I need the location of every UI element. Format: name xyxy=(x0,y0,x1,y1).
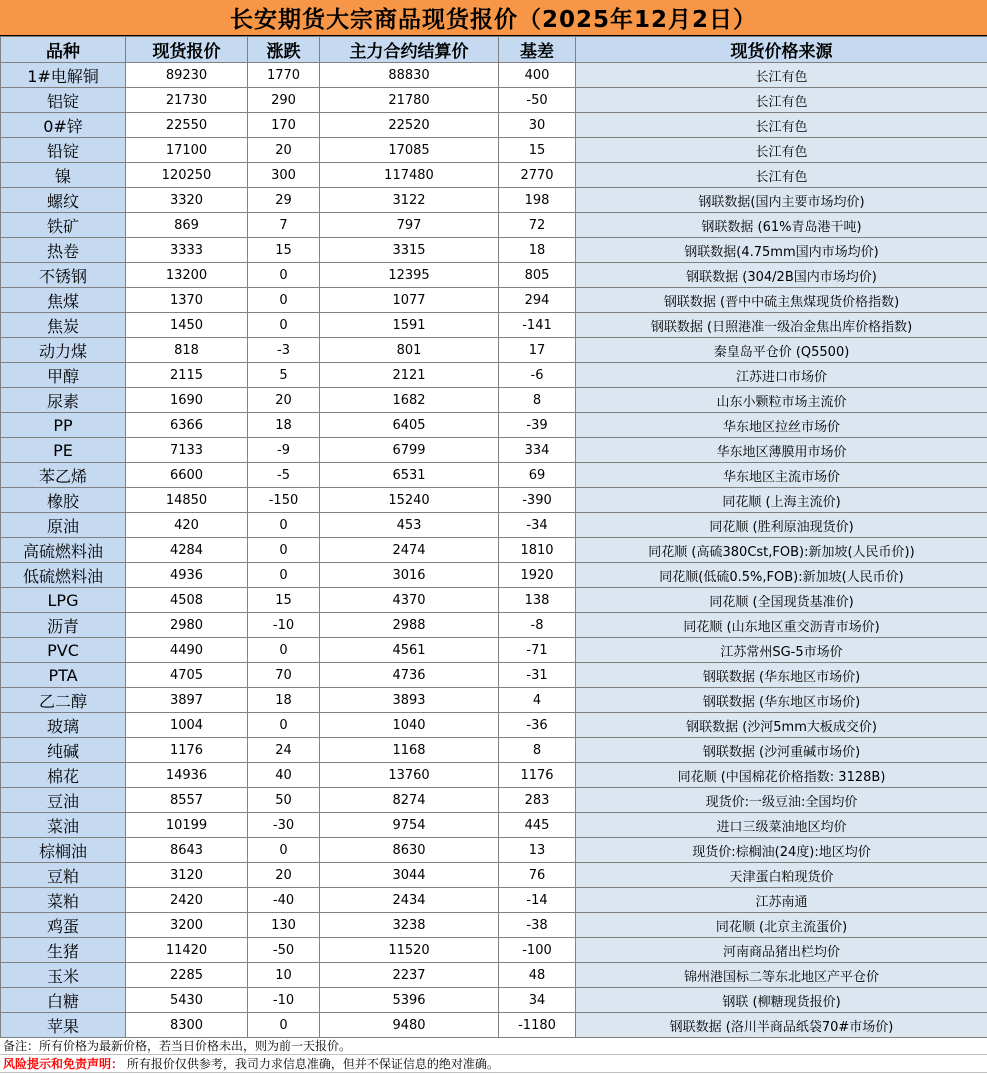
table-row xyxy=(1,688,987,713)
source-cell: 钢联数据 (沙河重碱市场价) xyxy=(576,738,987,763)
basis-cell: -38 xyxy=(499,913,576,938)
variety-cell: 生猪 xyxy=(1,938,126,963)
variety-cell: 不锈钢 xyxy=(1,263,126,288)
source-cell: 锦州港国标二等东北地区产平仓价 xyxy=(576,963,987,988)
basis-cell: 138 xyxy=(499,588,576,613)
variety-cell: 橡胶 xyxy=(1,488,126,513)
variety-cell: 苯乙烯 xyxy=(1,463,126,488)
source-cell: 钢联数据 (晋中中硫主焦煤现货价格指数) xyxy=(576,288,987,313)
change-cell: 130 xyxy=(248,913,320,938)
settlement-cell: 2474 xyxy=(320,538,499,563)
basis-cell: -50 xyxy=(499,88,576,113)
basis-cell: -100 xyxy=(499,938,576,963)
variety-cell: LPG xyxy=(1,588,126,613)
table-row xyxy=(1,938,987,963)
spot-price-cell: 420 xyxy=(126,513,248,538)
basis-cell: 18 xyxy=(499,238,576,263)
table-row xyxy=(1,213,987,238)
source-cell: 钢联数据 (华东地区市场价) xyxy=(576,688,987,713)
source-cell: 华东地区拉丝市场价 xyxy=(576,413,987,438)
basis-cell: -6 xyxy=(499,363,576,388)
source-cell: 江苏常州SG-5市场价 xyxy=(576,638,987,663)
spot-price-cell: 10199 xyxy=(126,813,248,838)
spot-price-cell: 3320 xyxy=(126,188,248,213)
settlement-cell: 4736 xyxy=(320,663,499,688)
settlement-cell: 22520 xyxy=(320,113,499,138)
spot-price-cell: 1004 xyxy=(126,713,248,738)
settlement-cell: 801 xyxy=(320,338,499,363)
variety-cell: 热卷 xyxy=(1,238,126,263)
change-cell: 18 xyxy=(248,413,320,438)
source-cell: 秦皇岛平仓价 (Q5500) xyxy=(576,338,987,363)
table-row xyxy=(1,88,987,113)
change-cell: 20 xyxy=(248,388,320,413)
source-cell: 华东地区薄膜用市场价 xyxy=(576,438,987,463)
variety-cell: 1#电解铜 xyxy=(1,63,126,88)
variety-cell: 棕榈油 xyxy=(1,838,126,863)
table-body xyxy=(1,63,987,1038)
settlement-cell: 3893 xyxy=(320,688,499,713)
source-cell: 钢联 (柳糖现货报价) xyxy=(576,988,987,1013)
variety-cell: 菜粕 xyxy=(1,888,126,913)
source-cell: 现货价:一级豆油:全国均价 xyxy=(576,788,987,813)
table-row xyxy=(1,788,987,813)
basis-cell: -1180 xyxy=(499,1013,576,1038)
variety-cell: 尿素 xyxy=(1,388,126,413)
basis-cell: 30 xyxy=(499,113,576,138)
source-cell: 同花顺 (全国现货基准价) xyxy=(576,588,987,613)
header-basis: 基差 xyxy=(499,37,576,63)
source-cell: 江苏进口市场价 xyxy=(576,363,987,388)
spot-price-cell: 13200 xyxy=(126,263,248,288)
change-cell: 0 xyxy=(248,288,320,313)
change-cell: 170 xyxy=(248,113,320,138)
change-cell: 20 xyxy=(248,863,320,888)
spot-price-cell: 4936 xyxy=(126,563,248,588)
spot-price-cell: 2285 xyxy=(126,963,248,988)
source-cell: 长江有色 xyxy=(576,138,987,163)
spot-price-cell: 4705 xyxy=(126,663,248,688)
settlement-cell: 1591 xyxy=(320,313,499,338)
header-settlement: 主力合约结算价 xyxy=(320,37,499,63)
source-cell: 长江有色 xyxy=(576,63,987,88)
variety-cell: 玉米 xyxy=(1,963,126,988)
basis-cell: 1176 xyxy=(499,763,576,788)
basis-cell: 34 xyxy=(499,988,576,1013)
table-row xyxy=(1,63,987,88)
basis-cell: 1810 xyxy=(499,538,576,563)
spot-price-cell: 8300 xyxy=(126,1013,248,1038)
variety-cell: 原油 xyxy=(1,513,126,538)
source-cell: 同花顺(低硫0.5%,FOB):新加坡(人民币价) xyxy=(576,563,987,588)
variety-cell: 玻璃 xyxy=(1,713,126,738)
spot-price-cell: 5430 xyxy=(126,988,248,1013)
basis-cell: 13 xyxy=(499,838,576,863)
table-row xyxy=(1,488,987,513)
variety-cell: 焦煤 xyxy=(1,288,126,313)
spot-price-cell: 2980 xyxy=(126,613,248,638)
source-cell: 钢联数据 (洛川半商品纸袋70#市场价) xyxy=(576,1013,987,1038)
settlement-cell: 1682 xyxy=(320,388,499,413)
source-cell: 华东地区主流市场价 xyxy=(576,463,987,488)
basis-cell: -141 xyxy=(499,313,576,338)
spot-price-cell: 8643 xyxy=(126,838,248,863)
table-row xyxy=(1,763,987,788)
change-cell: 0 xyxy=(248,713,320,738)
basis-cell: -71 xyxy=(499,638,576,663)
table-row xyxy=(1,813,987,838)
spot-price-cell: 1370 xyxy=(126,288,248,313)
settlement-cell: 88830 xyxy=(320,63,499,88)
change-cell: 29 xyxy=(248,188,320,213)
basis-cell: 445 xyxy=(499,813,576,838)
source-cell: 同花顺 (胜利原油现货价) xyxy=(576,513,987,538)
spot-price-cell: 3333 xyxy=(126,238,248,263)
table-row xyxy=(1,288,987,313)
basis-cell: 1920 xyxy=(499,563,576,588)
basis-cell: -14 xyxy=(499,888,576,913)
source-cell: 同花顺 (高硫380Cst,FOB):新加坡(人民币价)) xyxy=(576,538,987,563)
source-cell: 钢联数据(4.75mm国内市场均价) xyxy=(576,238,987,263)
remark-note xyxy=(0,1037,987,1055)
header-change: 涨跌 xyxy=(248,37,320,63)
change-cell: 0 xyxy=(248,538,320,563)
table-row xyxy=(1,413,987,438)
variety-cell: 沥青 xyxy=(1,613,126,638)
settlement-cell: 6531 xyxy=(320,463,499,488)
table-row xyxy=(1,913,987,938)
variety-cell: 低硫燃料油 xyxy=(1,563,126,588)
change-cell: 0 xyxy=(248,638,320,663)
table-row xyxy=(1,588,987,613)
basis-cell: 17 xyxy=(499,338,576,363)
table-row xyxy=(1,138,987,163)
spot-price-cell: 2420 xyxy=(126,888,248,913)
basis-cell: 283 xyxy=(499,788,576,813)
table-row xyxy=(1,363,987,388)
source-cell: 天津蛋白粕现货价 xyxy=(576,863,987,888)
spot-price-cell: 120250 xyxy=(126,163,248,188)
change-cell: -40 xyxy=(248,888,320,913)
variety-cell: 动力煤 xyxy=(1,338,126,363)
change-cell: 0 xyxy=(248,563,320,588)
settlement-cell: 2988 xyxy=(320,613,499,638)
settlement-cell: 17085 xyxy=(320,138,499,163)
source-cell: 进口三级菜油地区均价 xyxy=(576,813,987,838)
basis-cell: 2770 xyxy=(499,163,576,188)
change-cell: 40 xyxy=(248,763,320,788)
variety-cell: 豆油 xyxy=(1,788,126,813)
settlement-cell: 6799 xyxy=(320,438,499,463)
settlement-cell: 13760 xyxy=(320,763,499,788)
basis-cell: 4 xyxy=(499,688,576,713)
variety-cell: 鸡蛋 xyxy=(1,913,126,938)
source-cell: 长江有色 xyxy=(576,113,987,138)
change-cell: -50 xyxy=(248,938,320,963)
change-cell: 0 xyxy=(248,513,320,538)
basis-cell: 8 xyxy=(499,738,576,763)
table-row xyxy=(1,263,987,288)
variety-cell: 乙二醇 xyxy=(1,688,126,713)
variety-cell: 铝锭 xyxy=(1,88,126,113)
settlement-cell: 1077 xyxy=(320,288,499,313)
source-cell: 钢联数据(国内主要市场均价) xyxy=(576,188,987,213)
change-cell: -3 xyxy=(248,338,320,363)
spot-price-cell: 6366 xyxy=(126,413,248,438)
settlement-cell: 4370 xyxy=(320,588,499,613)
spot-price-cell: 22550 xyxy=(126,113,248,138)
table-row xyxy=(1,663,987,688)
spot-price-cell: 17100 xyxy=(126,138,248,163)
risk-label: 风险提示和免责声明： xyxy=(3,1057,124,1071)
settlement-cell: 8274 xyxy=(320,788,499,813)
basis-cell: 8 xyxy=(499,388,576,413)
source-cell: 钢联数据 (61%青岛港干吨) xyxy=(576,213,987,238)
source-cell: 现货价:棕榈油(24度):地区均价 xyxy=(576,838,987,863)
spot-price-cell: 4490 xyxy=(126,638,248,663)
variety-cell: 豆粕 xyxy=(1,863,126,888)
page-title: 长安期货大宗商品现货报价（2025年12月2日） xyxy=(0,0,987,36)
change-cell: 50 xyxy=(248,788,320,813)
change-cell: 5 xyxy=(248,363,320,388)
basis-cell: 72 xyxy=(499,213,576,238)
spot-price-cell: 3897 xyxy=(126,688,248,713)
variety-cell: 焦炭 xyxy=(1,313,126,338)
variety-cell: 苹果 xyxy=(1,1013,126,1038)
settlement-cell: 453 xyxy=(320,513,499,538)
source-cell: 钢联数据 (304/2B国内市场均价) xyxy=(576,263,987,288)
spot-price-cell: 21730 xyxy=(126,88,248,113)
table-row xyxy=(1,713,987,738)
basis-cell: 805 xyxy=(499,263,576,288)
variety-cell: 甲醇 xyxy=(1,363,126,388)
risk-text: 所有报价仅供参考，我司力求信息准确，但并不保证信息的绝对准确。 xyxy=(126,1057,499,1071)
table-row xyxy=(1,338,987,363)
settlement-cell: 2237 xyxy=(320,963,499,988)
variety-cell: PP xyxy=(1,413,126,438)
settlement-cell: 9480 xyxy=(320,1013,499,1038)
table-row xyxy=(1,738,987,763)
basis-cell: 15 xyxy=(499,138,576,163)
basis-cell: 198 xyxy=(499,188,576,213)
spot-price-cell: 11420 xyxy=(126,938,248,963)
remark-text: 备注：所有价格为最新价格，若当日价格未出，则为前一天报价。 xyxy=(3,1039,352,1053)
settlement-cell: 12395 xyxy=(320,263,499,288)
risk-disclaimer xyxy=(0,1055,987,1073)
header-source: 现货价格来源 xyxy=(576,37,987,63)
variety-cell: PE xyxy=(1,438,126,463)
settlement-cell: 6405 xyxy=(320,413,499,438)
source-cell: 同花顺 (山东地区重交沥青市场价) xyxy=(576,613,987,638)
table-row xyxy=(1,888,987,913)
basis-cell: -34 xyxy=(499,513,576,538)
table-row xyxy=(1,838,987,863)
change-cell: 18 xyxy=(248,688,320,713)
spot-price-cell: 4508 xyxy=(126,588,248,613)
header-variety: 品种 xyxy=(1,37,126,63)
table-row xyxy=(1,388,987,413)
basis-cell: 400 xyxy=(499,63,576,88)
basis-cell: 48 xyxy=(499,963,576,988)
settlement-cell: 15240 xyxy=(320,488,499,513)
settlement-cell: 2434 xyxy=(320,888,499,913)
quote-table xyxy=(0,36,987,1038)
change-cell: 0 xyxy=(248,313,320,338)
change-cell: 0 xyxy=(248,263,320,288)
source-cell: 江苏南通 xyxy=(576,888,987,913)
settlement-cell: 1168 xyxy=(320,738,499,763)
spot-price-cell: 2115 xyxy=(126,363,248,388)
spot-price-cell: 89230 xyxy=(126,63,248,88)
basis-cell: 334 xyxy=(499,438,576,463)
spot-price-cell: 3200 xyxy=(126,913,248,938)
variety-cell: PTA xyxy=(1,663,126,688)
spot-price-cell: 14936 xyxy=(126,763,248,788)
change-cell: 15 xyxy=(248,588,320,613)
table-row xyxy=(1,163,987,188)
variety-cell: 棉花 xyxy=(1,763,126,788)
table-row xyxy=(1,438,987,463)
change-cell: 0 xyxy=(248,838,320,863)
spot-price-cell: 1176 xyxy=(126,738,248,763)
settlement-cell: 9754 xyxy=(320,813,499,838)
settlement-cell: 3238 xyxy=(320,913,499,938)
table-row xyxy=(1,563,987,588)
source-cell: 同花顺 (上海主流价) xyxy=(576,488,987,513)
basis-cell: -39 xyxy=(499,413,576,438)
spot-price-cell: 1450 xyxy=(126,313,248,338)
table-header-row xyxy=(1,37,987,63)
source-cell: 长江有色 xyxy=(576,163,987,188)
spot-price-cell: 8557 xyxy=(126,788,248,813)
table-row xyxy=(1,1013,987,1038)
change-cell: 24 xyxy=(248,738,320,763)
source-cell: 钢联数据 (日照港准一级冶金焦出库价格指数) xyxy=(576,313,987,338)
settlement-cell: 117480 xyxy=(320,163,499,188)
source-cell: 钢联数据 (沙河5mm大板成交价) xyxy=(576,713,987,738)
settlement-cell: 11520 xyxy=(320,938,499,963)
source-cell: 河南商品猪出栏均价 xyxy=(576,938,987,963)
change-cell: 7 xyxy=(248,213,320,238)
table-row xyxy=(1,963,987,988)
variety-cell: 铁矿 xyxy=(1,213,126,238)
source-cell: 山东小颗粒市场主流价 xyxy=(576,388,987,413)
settlement-cell: 21780 xyxy=(320,88,499,113)
settlement-cell: 4561 xyxy=(320,638,499,663)
settlement-cell: 8630 xyxy=(320,838,499,863)
change-cell: -10 xyxy=(248,988,320,1013)
table-row xyxy=(1,513,987,538)
basis-cell: -36 xyxy=(499,713,576,738)
spot-price-cell: 3120 xyxy=(126,863,248,888)
change-cell: -9 xyxy=(248,438,320,463)
variety-cell: 高硫燃料油 xyxy=(1,538,126,563)
spot-price-cell: 7133 xyxy=(126,438,248,463)
table-row xyxy=(1,313,987,338)
variety-cell: 白糖 xyxy=(1,988,126,1013)
spot-price-cell: 1690 xyxy=(126,388,248,413)
source-cell: 同花顺 (北京主流蛋价) xyxy=(576,913,987,938)
table-row xyxy=(1,463,987,488)
table-row xyxy=(1,863,987,888)
table-row xyxy=(1,538,987,563)
settlement-cell: 1040 xyxy=(320,713,499,738)
variety-cell: 螺纹 xyxy=(1,188,126,213)
spot-price-cell: 869 xyxy=(126,213,248,238)
table-row xyxy=(1,613,987,638)
basis-cell: -390 xyxy=(499,488,576,513)
settlement-cell: 3016 xyxy=(320,563,499,588)
basis-cell: 76 xyxy=(499,863,576,888)
table-row xyxy=(1,113,987,138)
header-spot-price: 现货报价 xyxy=(126,37,248,63)
basis-cell: -31 xyxy=(499,663,576,688)
source-cell: 长江有色 xyxy=(576,88,987,113)
settlement-cell: 2121 xyxy=(320,363,499,388)
settlement-cell: 3315 xyxy=(320,238,499,263)
spot-price-cell: 4284 xyxy=(126,538,248,563)
change-cell: 290 xyxy=(248,88,320,113)
variety-cell: 0#锌 xyxy=(1,113,126,138)
table-row xyxy=(1,188,987,213)
settlement-cell: 797 xyxy=(320,213,499,238)
variety-cell: 纯碱 xyxy=(1,738,126,763)
settlement-cell: 3122 xyxy=(320,188,499,213)
change-cell: 1770 xyxy=(248,63,320,88)
settlement-cell: 3044 xyxy=(320,863,499,888)
spot-price-cell: 818 xyxy=(126,338,248,363)
variety-cell: 镍 xyxy=(1,163,126,188)
variety-cell: 铅锭 xyxy=(1,138,126,163)
change-cell: 10 xyxy=(248,963,320,988)
change-cell: 15 xyxy=(248,238,320,263)
change-cell: 20 xyxy=(248,138,320,163)
table-row xyxy=(1,238,987,263)
change-cell: -5 xyxy=(248,463,320,488)
spot-price-cell: 6600 xyxy=(126,463,248,488)
settlement-cell: 5396 xyxy=(320,988,499,1013)
basis-cell: -8 xyxy=(499,613,576,638)
variety-cell: 菜油 xyxy=(1,813,126,838)
change-cell: -10 xyxy=(248,613,320,638)
variety-cell: PVC xyxy=(1,638,126,663)
table-row xyxy=(1,638,987,663)
change-cell: 70 xyxy=(248,663,320,688)
source-cell: 钢联数据 (华东地区市场价) xyxy=(576,663,987,688)
spot-price-cell: 14850 xyxy=(126,488,248,513)
basis-cell: 69 xyxy=(499,463,576,488)
source-cell: 同花顺 (中国棉花价格指数: 3128B) xyxy=(576,763,987,788)
change-cell: 300 xyxy=(248,163,320,188)
change-cell: -30 xyxy=(248,813,320,838)
basis-cell: 294 xyxy=(499,288,576,313)
change-cell: -150 xyxy=(248,488,320,513)
change-cell: 0 xyxy=(248,1013,320,1038)
table-row xyxy=(1,988,987,1013)
footer-notes xyxy=(0,1037,987,1074)
